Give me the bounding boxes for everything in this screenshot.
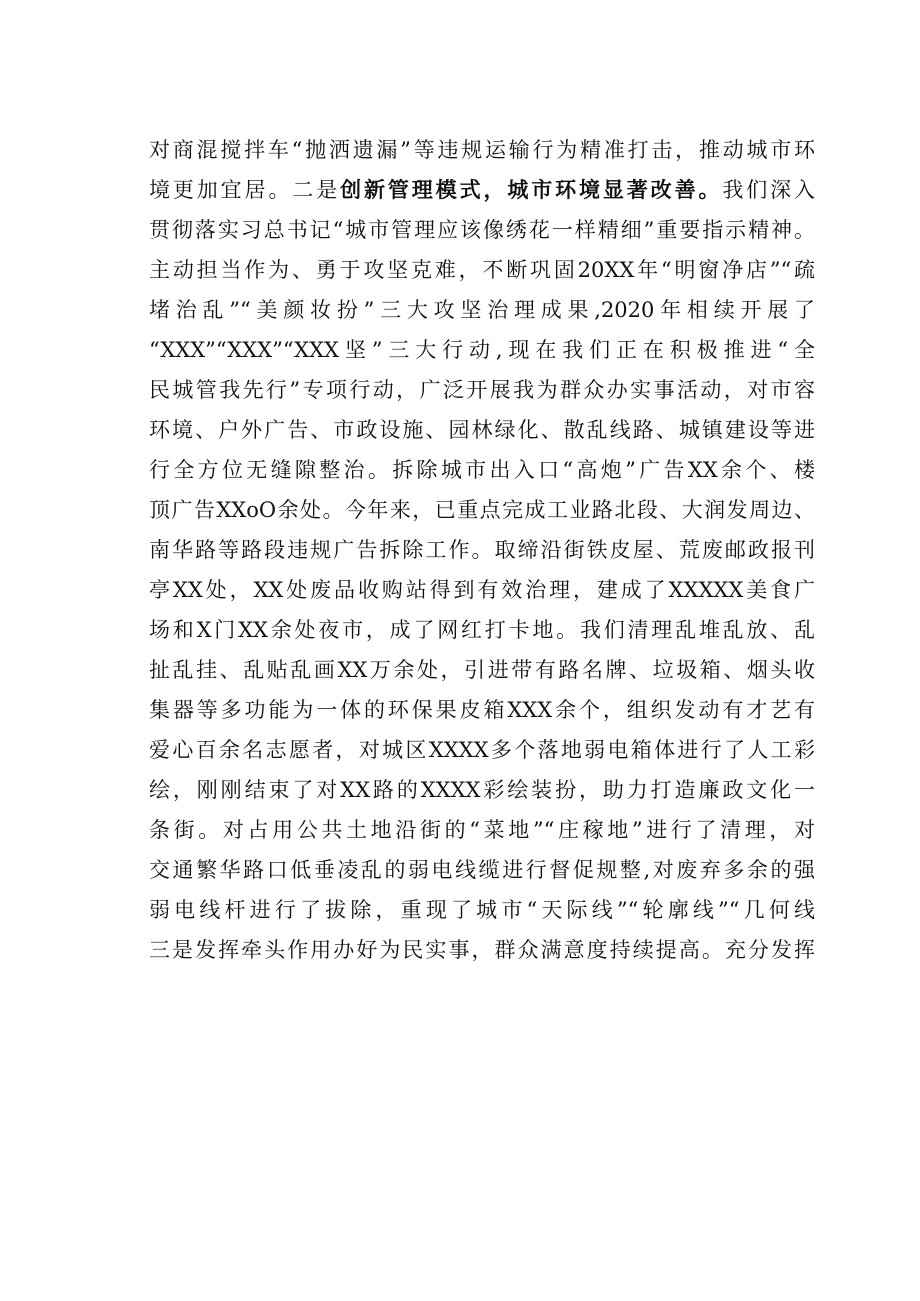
text-line: 民城管我先行”专项行动，广泛开展我为群众办实事活动，对市容	[149, 378, 815, 402]
text-line: 爱心百余名志愿者，对城区XXXX多个落地弱电箱体进行了人工彩	[149, 738, 815, 762]
text-line: 亭XX处，XX处废品收购站得到有效治理，建成了XXXXX美食广	[149, 578, 815, 602]
text-line	[149, 170, 815, 210]
text-line: 集器等多功能为一体的环保果皮箱XXX余个，组织发动有才艺有	[149, 698, 815, 722]
text-line: 弱电线杆进行了拔除，重现了城市“天际线”“轮廓线”“几何线	[149, 898, 815, 922]
text-line: 主动担当作为、勇于攻坚克难，不断巩固20XX年“明窗净店”“疏	[149, 258, 815, 282]
text-line: 南华路等路段违规广告拆除工作。取缔沿街铁皮屋、荒废邮政报刊	[149, 538, 815, 562]
bold-heading-text: 创新管理模式，城市环境显著改善。	[340, 177, 723, 202]
text-line: 场和X门XX余处夜市，成了网红打卡地。我们清理乱堆乱放、乱	[149, 618, 815, 642]
text-line: 绘，刚刚结束了对XX路的XXXX彩绘装扮，助力打造廉政文化一	[149, 778, 815, 802]
text-line: 对商混搅拌车“抛洒遗漏”等违规运输行为精准打击，推动城市环	[149, 138, 815, 162]
text-line: 堵治乱”“美颜妆扮”三大攻坚治理成果,2020年相续开展了	[149, 298, 815, 322]
text-line: 环境、户外广告、市政设施、园林绿化、散乱线路、城镇建设等进	[149, 418, 815, 442]
text-line: 行全方位无缝隙整治。拆除城市出入口“高炮”广告XX余个、楼	[149, 458, 815, 482]
text-line: “XXX”“XXX”“XXX坚”三大行动,现在我们正在积极推进“全	[149, 338, 815, 362]
document-body	[149, 130, 815, 970]
text-line: 条街。对占用公共土地沿街的“菜地”“庄稼地”进行了清理，对	[149, 818, 815, 842]
text-run: 境更加宜居。二是	[149, 178, 341, 202]
text-run: 我们深入	[722, 178, 816, 202]
text-line: 交通繁华路口低垂凌乱的弱电线缆进行督促规整,对废弃多余的强	[149, 858, 815, 882]
text-line: 三是发挥牵头作用办好为民实事，群众满意度持续提高。充分发挥	[149, 938, 815, 962]
text-line: 贯彻落实习总书记“城市管理应该像绣花一样精细”重要指示精神。	[149, 218, 815, 242]
text-line: 顶广告XXoO余处。今年来，已重点完成工业路北段、大润发周边、	[149, 498, 815, 522]
text-line: 扯乱挂、乱贴乱画XX万余处，引进带有路名牌、垃圾箱、烟头收	[149, 658, 815, 682]
